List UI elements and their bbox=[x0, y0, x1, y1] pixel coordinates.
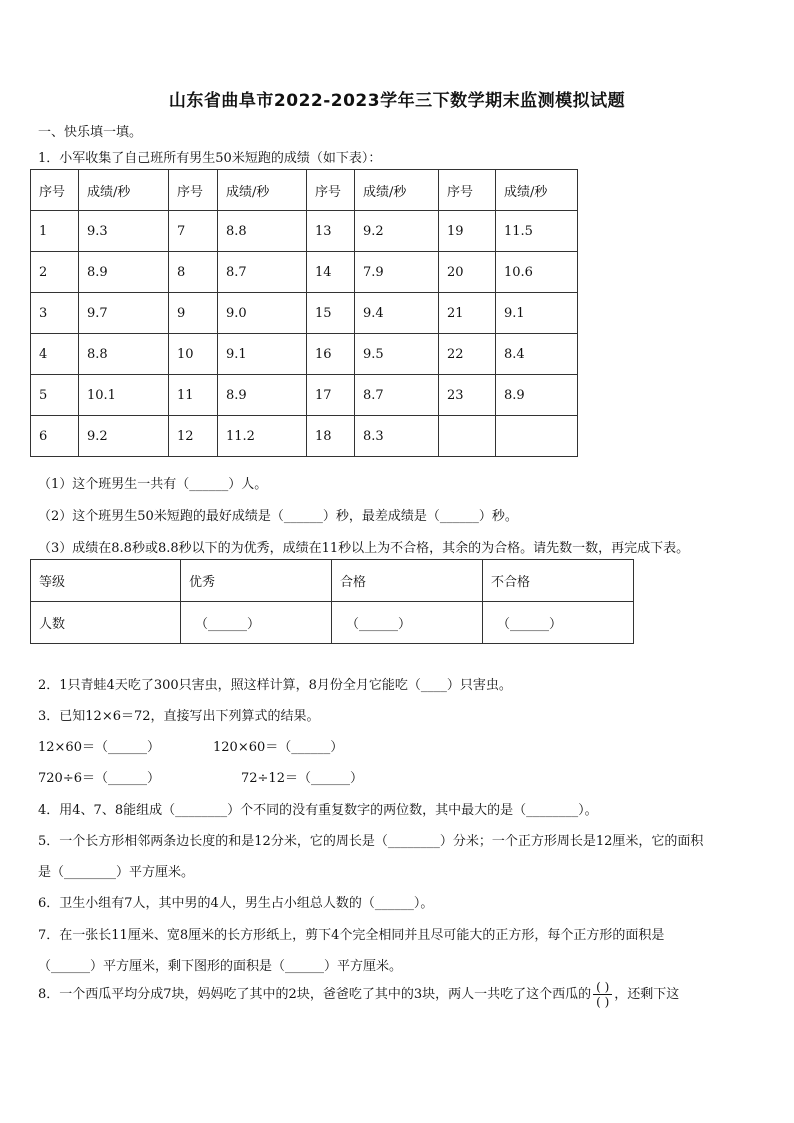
question-5-line-2: 是（________）平方厘米。 bbox=[38, 865, 195, 880]
table-row bbox=[31, 416, 578, 457]
table-cell: 8.3 bbox=[355, 416, 439, 457]
table-cell: 15 bbox=[307, 293, 355, 334]
table-cell: 8.7 bbox=[218, 252, 307, 293]
table-cell: 9 bbox=[169, 293, 218, 334]
table-cell: 11.2 bbox=[218, 416, 307, 457]
question-6: 6．卫生小组有7人，其中男的4人，男生占小组总人数的（______）。 bbox=[38, 896, 434, 911]
table-cell: 3 bbox=[31, 293, 79, 334]
table-cell: 9.2 bbox=[355, 211, 439, 252]
table-cell: 8.7 bbox=[355, 375, 439, 416]
question-3-intro: 3．已知12×6＝72，直接写出下列算式的结果。 bbox=[38, 709, 320, 724]
table-cell: 23 bbox=[439, 375, 496, 416]
header-cell: 成绩/秒 bbox=[355, 170, 439, 211]
table-cell: 等级 bbox=[31, 560, 181, 602]
question-3-item-d: 72÷12＝（______） bbox=[241, 771, 363, 786]
table-cell: 20 bbox=[439, 252, 496, 293]
answer-blank: （______） bbox=[332, 602, 483, 644]
table-cell: 8.8 bbox=[79, 334, 169, 375]
question-1-part-3: （3）成绩在8.8秒或8.8秒以下的为优秀，成绩在11秒以上为不合格，其余的为合格。请先数一数，再完成下表。 bbox=[38, 541, 690, 556]
header-cell: 序号 bbox=[169, 170, 218, 211]
table-cell: 21 bbox=[439, 293, 496, 334]
table-cell: 9.5 bbox=[355, 334, 439, 375]
table-row bbox=[31, 211, 578, 252]
grade-table bbox=[30, 559, 634, 644]
table-cell: 11.5 bbox=[496, 211, 578, 252]
question-2: 2．1只青蛙4天吃了300只害虫，照这样计算，8月份全月它能吃（____）只害虫。 bbox=[38, 678, 512, 693]
scores-table bbox=[30, 169, 578, 457]
header-cell: 序号 bbox=[31, 170, 79, 211]
table-row bbox=[31, 252, 578, 293]
question-1-intro: 1．小军收集了自己班所有男生50米短跑的成绩（如下表）： bbox=[38, 151, 382, 166]
table-cell: 9.3 bbox=[79, 211, 169, 252]
table-cell: 8.9 bbox=[218, 375, 307, 416]
table-row bbox=[31, 375, 578, 416]
header-cell: 成绩/秒 bbox=[496, 170, 578, 211]
table-cell: 8.9 bbox=[496, 375, 578, 416]
table-cell: 4 bbox=[31, 334, 79, 375]
fraction-denominator: ( ) bbox=[596, 995, 610, 1009]
table-cell: 8.8 bbox=[218, 211, 307, 252]
question-3-item-b: 120×60＝（______） bbox=[213, 740, 344, 755]
table-cell: 人数 bbox=[31, 602, 181, 644]
table-cell: 合格 bbox=[332, 560, 483, 602]
table-cell: 7.9 bbox=[355, 252, 439, 293]
table-cell: 10.1 bbox=[79, 375, 169, 416]
table-cell bbox=[496, 416, 578, 457]
header-cell: 成绩/秒 bbox=[218, 170, 307, 211]
question-3-item-c: 720÷6＝（______） bbox=[38, 771, 160, 786]
table-cell: 1 bbox=[31, 211, 79, 252]
question-1-part-2: （2）这个班男生50米短跑的最好成绩是（______）秒，最差成绩是（______）秒。 bbox=[38, 509, 518, 524]
page-title: 山东省曲阜市2022-2023学年三下数学期末监测模拟试题 bbox=[168, 91, 626, 111]
table-cell: 18 bbox=[307, 416, 355, 457]
question-8-text-end: ，还剩下这 bbox=[614, 987, 680, 1002]
table-cell: 不合格 bbox=[483, 560, 634, 602]
table-cell: 12 bbox=[169, 416, 218, 457]
table-cell: 7 bbox=[169, 211, 218, 252]
answer-blank: （______） bbox=[483, 602, 634, 644]
fraction-blank bbox=[593, 980, 612, 1009]
question-3-item-a: 12×60＝（______） bbox=[38, 740, 160, 755]
table-cell: 17 bbox=[307, 375, 355, 416]
table-cell: 16 bbox=[307, 334, 355, 375]
table-cell: 9.0 bbox=[218, 293, 307, 334]
question-8 bbox=[38, 980, 679, 1009]
table-cell: 5 bbox=[31, 375, 79, 416]
answer-blank: （______） bbox=[181, 602, 332, 644]
table-cell bbox=[439, 416, 496, 457]
table-cell: 22 bbox=[439, 334, 496, 375]
table-cell: 8.9 bbox=[79, 252, 169, 293]
question-7-line-1: 7．在一张长11厘米、宽8厘米的长方形纸上，剪下4个完全相同并且尽可能大的正方形，每个正方形的面积是 bbox=[38, 928, 665, 943]
question-8-text: 8．一个西瓜平均分成7块，妈妈吃了其中的2块，爸爸吃了其中的3块，两人一共吃了这个西瓜的 bbox=[38, 987, 592, 1002]
table-cell: 11 bbox=[169, 375, 218, 416]
scores-header-row bbox=[31, 170, 578, 211]
table-cell: 10.6 bbox=[496, 252, 578, 293]
table-row bbox=[31, 334, 578, 375]
table-cell: 8.4 bbox=[496, 334, 578, 375]
table-cell: 9.7 bbox=[79, 293, 169, 334]
table-cell: 优秀 bbox=[181, 560, 332, 602]
header-cell: 序号 bbox=[439, 170, 496, 211]
table-cell: 9.4 bbox=[355, 293, 439, 334]
table-cell: 9.1 bbox=[218, 334, 307, 375]
question-7-line-2: （______）平方厘米，剩下图形的面积是（______）平方厘米。 bbox=[38, 959, 403, 974]
table-cell: 10 bbox=[169, 334, 218, 375]
table-cell: 14 bbox=[307, 252, 355, 293]
header-cell: 序号 bbox=[307, 170, 355, 211]
table-cell: 19 bbox=[439, 211, 496, 252]
table-cell: 2 bbox=[31, 252, 79, 293]
table-cell: 9.1 bbox=[496, 293, 578, 334]
question-4: 4．用4、7、8能组成（________）个不同的没有重复数字的两位数，其中最大的是（________）。 bbox=[38, 803, 598, 818]
header-cell: 成绩/秒 bbox=[79, 170, 169, 211]
fraction-numerator: ( ) bbox=[593, 980, 612, 995]
section-heading: 一、快乐填一填。 bbox=[38, 125, 143, 140]
table-row bbox=[31, 602, 634, 644]
question-5-line-1: 5．一个长方形相邻两条边长度的和是12分米，它的周长是（________）分米；一个正方形周长是12厘米，它的面积 bbox=[38, 834, 704, 849]
table-cell: 6 bbox=[31, 416, 79, 457]
question-1-part-1: （1）这个班男生一共有（______）人。 bbox=[38, 477, 268, 492]
table-cell: 8 bbox=[169, 252, 218, 293]
table-cell: 13 bbox=[307, 211, 355, 252]
table-cell: 9.2 bbox=[79, 416, 169, 457]
table-row bbox=[31, 560, 634, 602]
table-row bbox=[31, 293, 578, 334]
